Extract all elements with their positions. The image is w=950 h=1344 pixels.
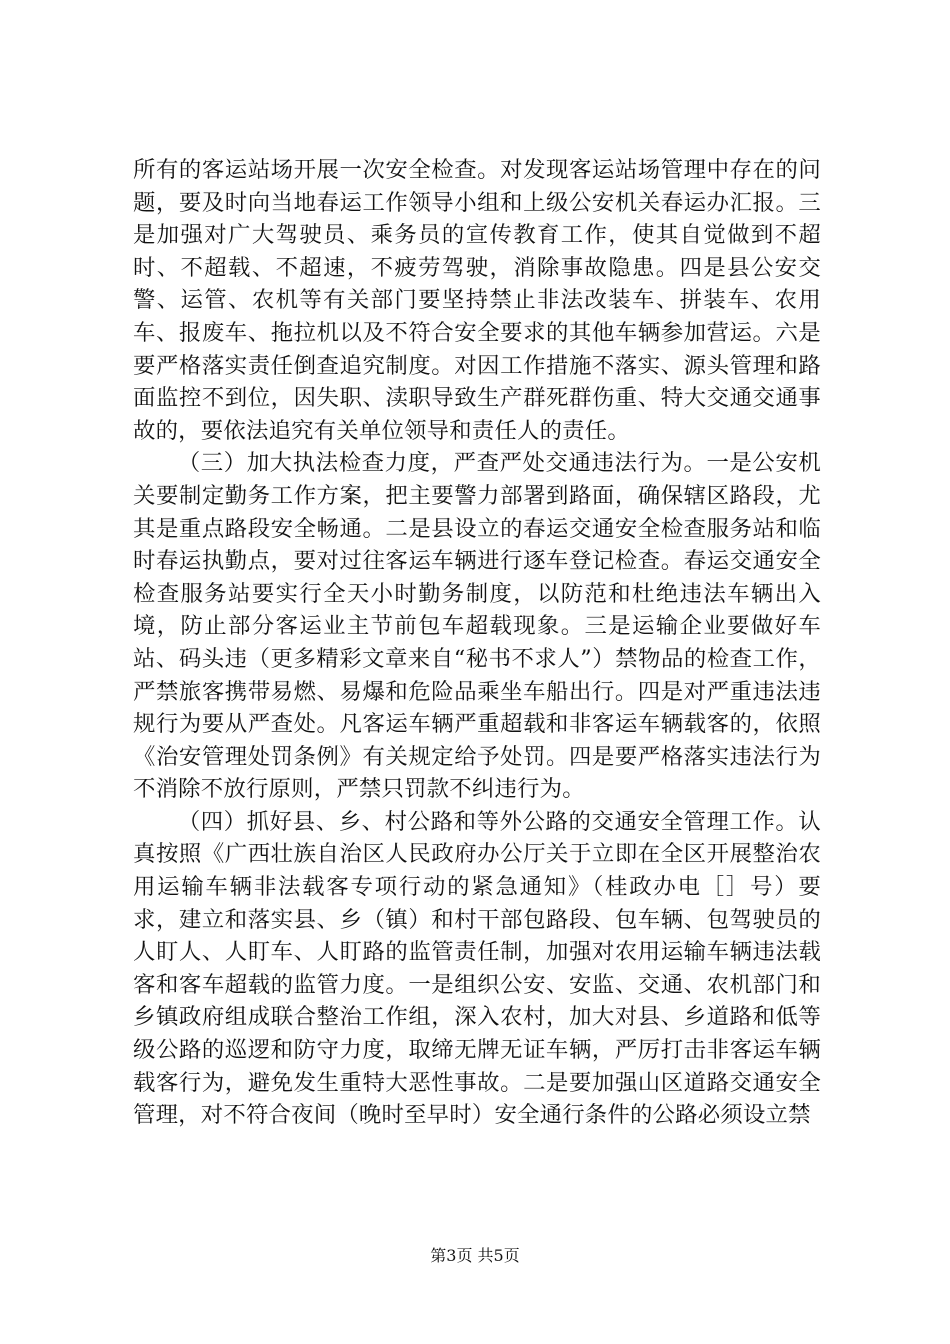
paragraph-section-3: （三）加大执法检查力度，严查严处交通违法行为。一是公安机关要制定勤务工作方案，把主要警力部署到路面，确保辖区路段，尤其是重点路段安全畅通。二是县设立的春运交通安全检查服务站和临时春运执勤点，要对过往客运车辆进行逐车登记检查。春运交通安全检查服务站要实行全天小时勤务制度，以防范和杜绝违法车辆出入境，防止部分客运业主节前包车超载现象。三是运输企业要做好车站、码头违（更多精彩文章来自“秘书不求人”）禁物品的检查工作，严禁旅客携带易燃、易爆和危险品乘坐车船出行。四是对严重违法违规行为要从严查处。凡客运车辆严重超载和非客运车辆载客的，依照《治安管理处罚条例》有关规定给予处罚。四是要严格落实违法行为不消除不放行原则，严禁只罚款不纠违行为。 [133, 450, 821, 803]
paragraph-section-4: （四）抓好县、乡、村公路和等外公路的交通安全管理工作。认真按照《广西壮族自治区人民政府办公厅关于立即在全区开展整治农用运输车辆非法载客专项行动的紧急通知》（桂政办电［］号）要求，建立和落实县、乡（镇）和村干部包路段、包车辆、包驾驶员的人盯人、人盯车、人盯路的监管责任制，加强对农用运输车辆违法载客和客车超载的监管力度。一是组织公安、安监、交通、农机部门和乡镇政府组成联合整治工作组，深入农村，加大对县、乡道路和低等级公路的巡逻和防守力度，取缔无牌无证车辆，严厉打击非客运车辆载客行为，避免发生重特大恶性事故。二是要加强山区道路交通安全管理，对不符合夜间（晚时至早时）安全通行条件的公路必须设立禁 [133, 808, 821, 1129]
page-number-footer: 第3页 共5页 [430, 1246, 520, 1265]
document-body [133, 154, 821, 1132]
paragraph-continued: 所有的客运站场开展一次安全检查。对发现客运站场管理中存在的问题，要及时向当地春运工作领导小组和上级公安机关春运办汇报。三是加强对广大驾驶员、乘务员的宣传教育工作，使其自觉做到不超时、不超载、不超速，不疲劳驾驶，消除事故隐患。四是县公安交警、运管、农机等有关部门要坚持禁止非法改装车、拼装车、农用车、报废车、拖拉机以及不符合安全要求的其他车辆参加营运。六是要严格落实责任倒查追究制度。对因工作措施不落实、源头管理和路面监控不到位，因失职、渎职导致生产群死群伤重、特大交通交通事故的，要依法追究有关单位领导和责任人的责任。 [133, 157, 821, 444]
